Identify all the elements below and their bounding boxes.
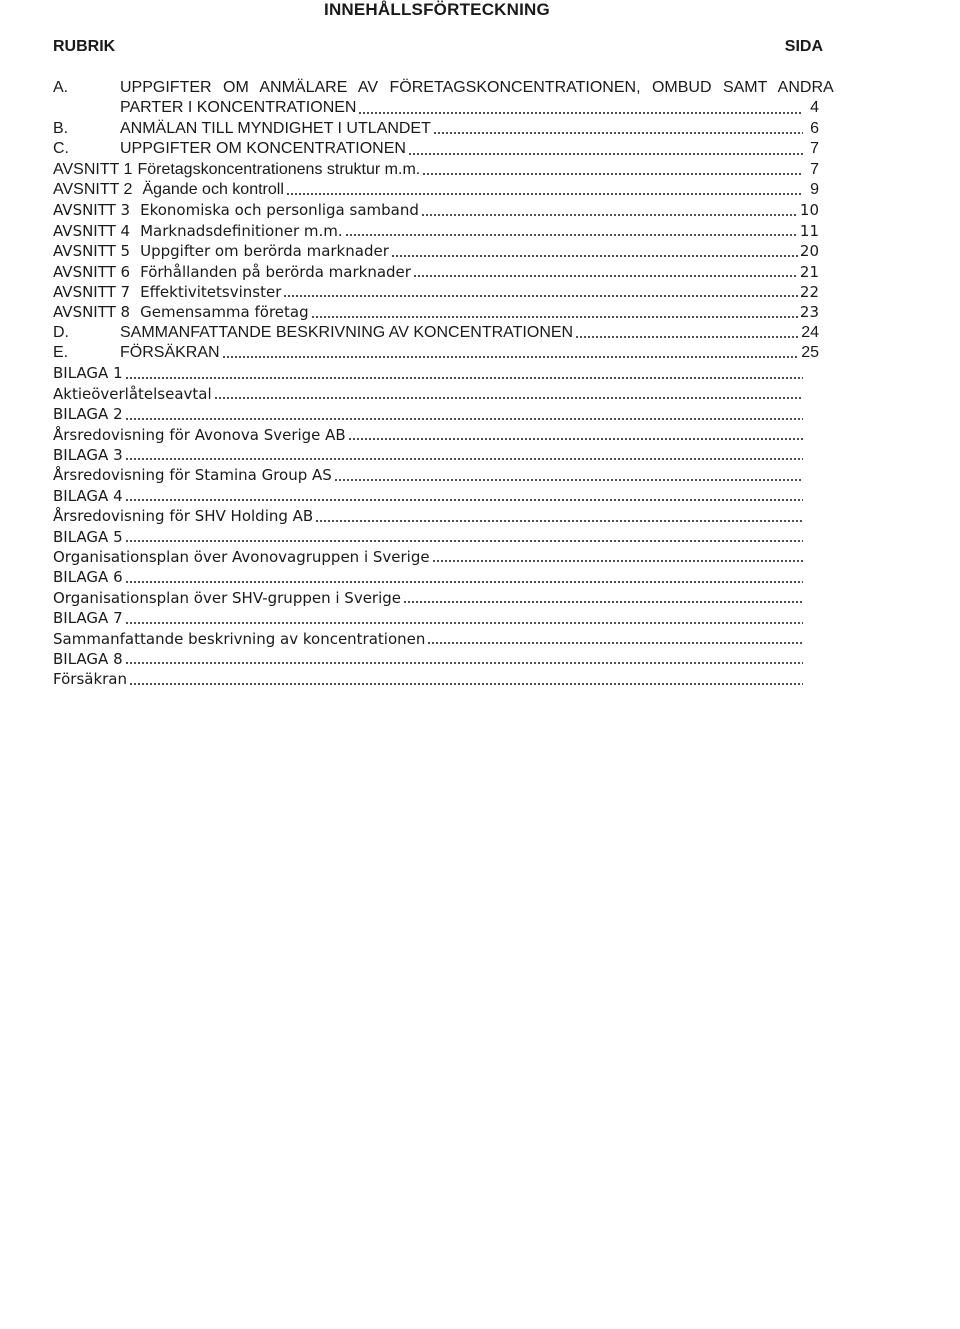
toc-entry-page: 22 <box>799 282 819 301</box>
dot-leader <box>286 193 803 195</box>
table-of-contents <box>53 78 834 690</box>
toc-entry-bilaga-5[interactable] <box>53 527 819 547</box>
toc-entry-section: AVSNITT 6 <box>53 262 131 281</box>
toc-entry-bilaga-5-title[interactable] <box>53 547 819 567</box>
toc-entry-bilaga-4-title[interactable] <box>53 506 819 526</box>
toc-entry-label: PARTER I KONCENTRATIONEN <box>120 99 357 117</box>
toc-entry-page: 11 <box>799 221 819 240</box>
dot-leader <box>125 418 803 420</box>
toc-header <box>53 38 823 56</box>
dot-leader <box>334 479 803 481</box>
toc-entry-label: Aktieöverlåtelseavtal <box>53 384 212 403</box>
dot-leader <box>432 560 803 562</box>
toc-entry-label: Årsredovisning för SHV Holding AB <box>53 507 314 526</box>
dot-leader <box>315 520 803 522</box>
toc-entry-page: 7 <box>810 160 819 178</box>
toc-entry-label: BILAGA 7 <box>53 609 123 628</box>
toc-entry-page: 24 <box>801 323 819 341</box>
toc-entry-avsnitt-5[interactable] <box>53 241 819 261</box>
toc-entry-avsnitt-3[interactable] <box>53 200 819 220</box>
toc-entry-label: Marknadsdefinitioner m.m. <box>140 221 343 240</box>
toc-entry-label: Organisationsplan över SHV-gruppen i Sverige <box>53 588 402 607</box>
toc-entry-label: UPPGIFTER OM KONCENTRATIONEN <box>120 140 406 158</box>
toc-entry-label: Ägande och kontroll <box>142 180 284 198</box>
page-column-label: SIDA <box>784 38 823 55</box>
toc-entry-page: 6 <box>810 119 819 137</box>
toc-entry-d[interactable] <box>53 323 819 343</box>
dot-leader <box>575 336 799 338</box>
toc-entry-section: AVSNITT 5 <box>53 242 131 261</box>
toc-entry-label: Årsredovisning för Stamina Group AS <box>53 466 332 485</box>
dot-leader <box>214 397 803 399</box>
dot-leader <box>125 581 803 583</box>
toc-entry-bilaga-3-title[interactable] <box>53 465 819 485</box>
toc-entry-page: 10 <box>799 201 819 220</box>
toc-entry-bilaga-7[interactable] <box>53 608 819 628</box>
toc-entry-label: BILAGA 3 <box>53 446 123 465</box>
dot-leader <box>125 499 803 501</box>
toc-entry-a-continued[interactable] <box>53 98 819 118</box>
toc-entry-section: AVSNITT 7 <box>53 282 131 301</box>
toc-entry-marker: D. <box>53 323 69 341</box>
toc-entry-bilaga-8-title[interactable] <box>53 669 819 689</box>
toc-entry-bilaga-6-title[interactable] <box>53 588 819 608</box>
toc-entry-bilaga-8[interactable] <box>53 649 819 669</box>
toc-entry-page: 20 <box>799 242 819 261</box>
toc-entry-bilaga-6[interactable] <box>53 567 819 587</box>
toc-entry-a[interactable] <box>53 78 834 98</box>
dot-leader <box>427 642 803 644</box>
toc-entry-page: 21 <box>799 262 819 281</box>
toc-entry-marker: A. <box>53 79 69 96</box>
dot-leader <box>422 173 803 175</box>
toc-entry-page: 25 <box>801 344 819 362</box>
toc-entry-label: UPPGIFTER OM ANMÄLARE AV FÖRETAGSKONCENTRATIONEN, OMBUD SAMT ANDRA <box>120 79 834 96</box>
toc-entry-avsnitt-4[interactable] <box>53 221 819 241</box>
toc-entry-bilaga-3[interactable] <box>53 445 819 465</box>
dot-leader <box>345 234 798 236</box>
dot-leader <box>358 112 803 114</box>
toc-entry-c[interactable] <box>53 139 819 159</box>
toc-entry-label: BILAGA 1 <box>53 364 123 383</box>
page-title: INNEHÅLLSFÖRTECKNING <box>324 0 550 19</box>
toc-entry-label: Gemensamma företag <box>140 303 309 322</box>
toc-entry-e[interactable] <box>53 343 819 363</box>
toc-entry-marker: C. <box>53 140 69 158</box>
dot-leader <box>222 356 800 358</box>
dot-leader <box>391 255 798 257</box>
dot-leader <box>403 601 803 603</box>
toc-entry-label: Företagskoncentrationens struktur m.m. <box>137 160 421 178</box>
toc-entry-section: AVSNITT 8 <box>53 303 131 322</box>
toc-entry-label: BILAGA 8 <box>53 649 123 668</box>
toc-entry-avsnitt-1[interactable] <box>53 160 819 180</box>
toc-entry-label: Årsredovisning för Avonova Sverige AB <box>53 425 346 444</box>
toc-entry-marker: E. <box>53 344 69 362</box>
toc-entry-bilaga-4[interactable] <box>53 486 819 506</box>
heading-column-label: RUBRIK <box>53 38 116 55</box>
dot-leader <box>125 622 803 624</box>
dot-leader <box>311 316 798 318</box>
toc-entry-section: AVSNITT 3 <box>53 201 131 220</box>
toc-entry-label: Sammanfattande beskrivning av koncentrationen <box>53 629 426 648</box>
toc-entry-page: 7 <box>810 140 819 158</box>
dot-leader <box>408 153 803 155</box>
toc-entry-bilaga-7-title[interactable] <box>53 629 819 649</box>
dot-leader <box>413 275 798 277</box>
dot-leader <box>125 458 803 460</box>
toc-entry-label: Effektivitetsvinster <box>140 282 282 301</box>
toc-entry-bilaga-1-title[interactable] <box>53 384 819 404</box>
toc-entry-avsnitt-8[interactable] <box>53 302 819 322</box>
toc-entry-label: Förhållanden på berörda marknader <box>140 262 411 281</box>
toc-entry-label: Uppgifter om berörda marknader <box>140 242 389 261</box>
toc-entry-bilaga-1[interactable] <box>53 363 819 383</box>
toc-entry-section: AVSNITT 4 <box>53 221 131 240</box>
toc-entry-page: 4 <box>810 99 819 117</box>
toc-entry-avsnitt-7[interactable] <box>53 282 819 302</box>
dot-leader <box>421 214 798 216</box>
toc-entry-avsnitt-6[interactable] <box>53 262 819 282</box>
toc-entry-label: BILAGA 6 <box>53 568 123 587</box>
toc-entry-b[interactable] <box>53 119 819 139</box>
toc-entry-bilaga-2[interactable] <box>53 404 819 424</box>
dot-leader <box>283 295 798 297</box>
dot-leader <box>433 132 803 134</box>
toc-entry-label: Försäkran <box>53 670 127 689</box>
toc-entry-page: 9 <box>810 180 819 198</box>
toc-entry-marker: B. <box>53 119 69 137</box>
toc-entry-bilaga-2-title[interactable] <box>53 425 819 445</box>
toc-entry-label: ANMÄLAN TILL MYNDIGHET I UTLANDET <box>120 119 431 137</box>
toc-entry-label: Ekonomiska och personliga samband <box>140 201 419 220</box>
toc-entry-label: BILAGA 4 <box>53 486 123 505</box>
toc-entry-section: AVSNITT 1 <box>53 160 133 178</box>
toc-entry-label: BILAGA 5 <box>53 527 123 546</box>
toc-entry-label: FÖRSÄKRAN <box>120 344 220 362</box>
dot-leader <box>129 683 803 685</box>
dot-leader <box>348 438 803 440</box>
dot-leader <box>125 662 803 664</box>
dot-leader <box>125 540 803 542</box>
toc-entry-label: Organisationsplan över Avonovagruppen i Sverige <box>53 547 430 566</box>
toc-entry-section: AVSNITT 2 <box>53 180 133 198</box>
dot-leader <box>125 377 803 379</box>
toc-entry-label: SAMMANFATTANDE BESKRIVNING AV KONCENTRATIONEN <box>120 323 574 341</box>
toc-entry-page: 23 <box>799 303 819 322</box>
toc-entry-avsnitt-2[interactable] <box>53 180 819 200</box>
toc-entry-label: BILAGA 2 <box>53 405 123 424</box>
